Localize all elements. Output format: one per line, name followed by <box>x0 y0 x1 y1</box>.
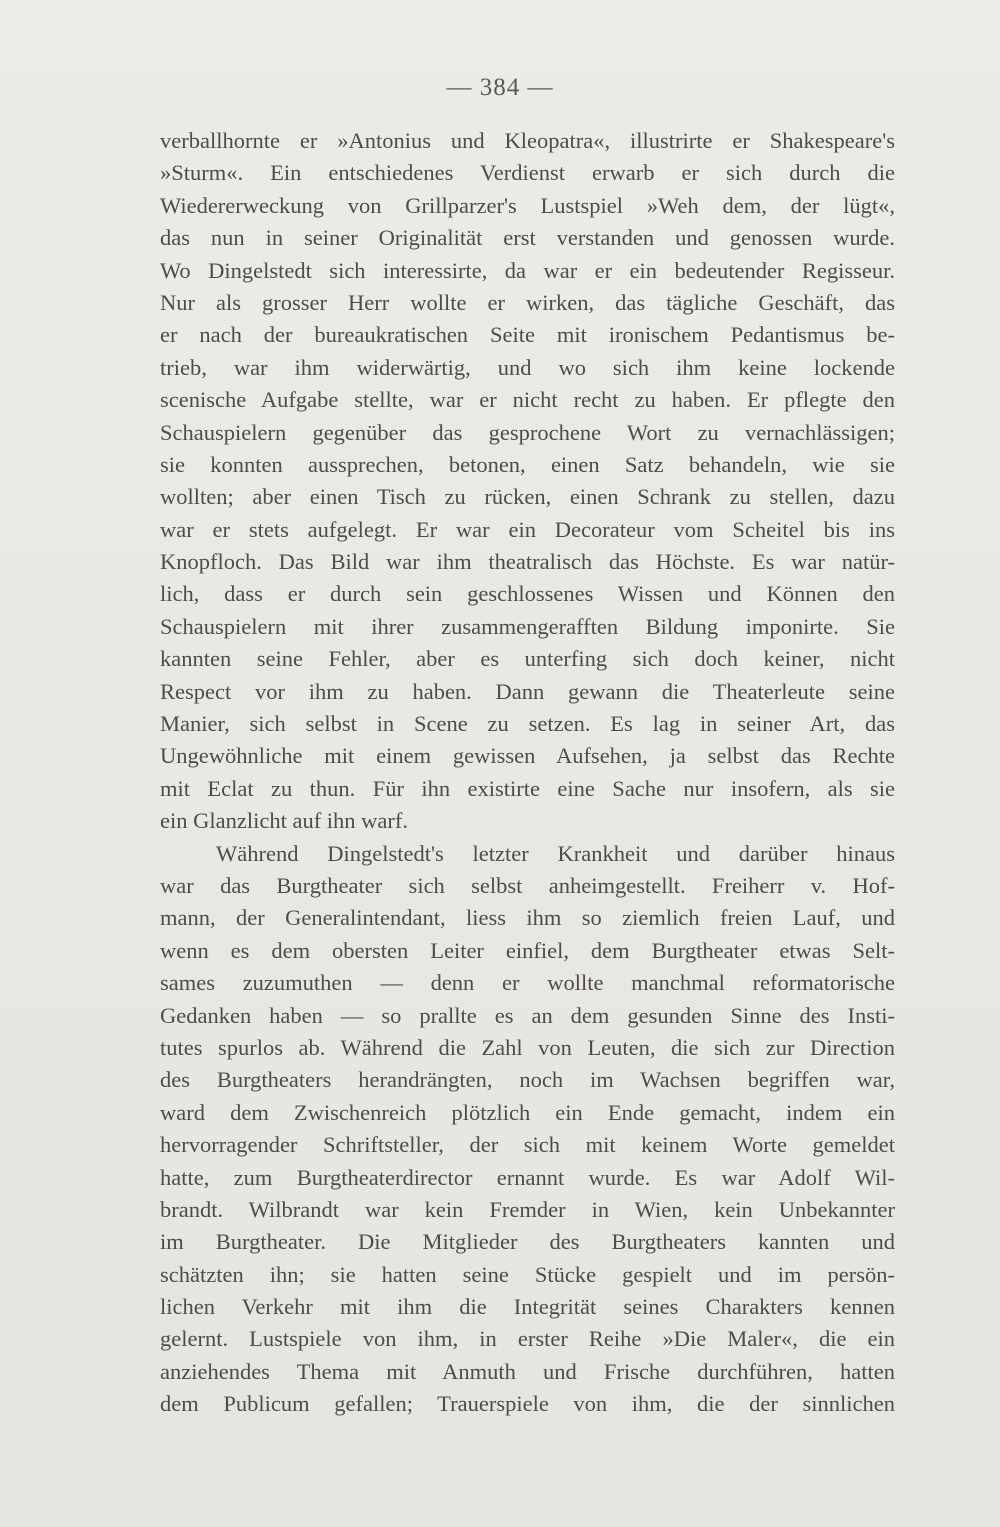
text-line: verballhornte er »Antonius und Kleopatra«, illustrirte er Shakespeare's <box>160 128 895 153</box>
text-line: Knopfloch. Das Bild war ihm theatralisch das Höchste. Es war natür- <box>160 549 895 575</box>
text-line: wenn es dem obersten Leiter einfiel, dem Burgtheater etwas Selt- <box>160 937 895 963</box>
text-line: kannten seine Fehler, aber es unterfing sich doch keiner, nicht <box>160 646 895 672</box>
text-line: er nach der bureaukratischen Seite mit ironischem Pedantismus be- <box>160 322 895 348</box>
text-line: Schauspielern gegenüber das gesprochene Wort zu vernachlässigen; <box>160 419 895 445</box>
text-line: tutes spurlos ab. Während die Zahl von Leuten, die sich zur Direction <box>160 1034 895 1060</box>
text-line: gelernt. Lustspiele von ihm, in erster Reihe »Die Maler«, die ein <box>160 1326 895 1352</box>
text-line: brandt. Wilbrandt war kein Fremder in Wien, kein Unbekannter <box>160 1196 895 1222</box>
text-line: schätzten ihn; sie hatten seine Stücke gespielt und im persön- <box>160 1261 895 1287</box>
text-line: ein Glanzlicht auf ihn warf. <box>160 808 409 834</box>
text-line: Wiedererweckung von Grillparzer's Lustspiel »Weh dem, der lügt«, <box>160 192 895 218</box>
text-line: des Burgtheaters herandrängten, noch im Wachsen begriffen war, <box>160 1067 895 1093</box>
body-text <box>160 125 895 1421</box>
text-line: hatte, zum Burgtheaterdirector ernannt wurde. Es war Adolf Wil- <box>160 1164 895 1190</box>
text-line: Respect vor ihm zu haben. Dann gewann die Theaterleute seine <box>160 678 895 704</box>
text-line: mit Eclat zu thun. Für ihn existirte eine Sache nur insofern, als sie <box>160 775 895 801</box>
text-line: scenische Aufgabe stellte, war er nicht recht zu haben. Er pflegte den <box>160 387 895 413</box>
text-line: ward dem Zwischenreich plötzlich ein Ende gemacht, indem ein <box>160 1099 895 1125</box>
text-line: war er stets aufgelegt. Er war ein Decorateur vom Scheitel bis ins <box>160 516 895 542</box>
text-line: Gedanken haben — so prallte es an dem gesunden Sinne des Insti- <box>160 1002 895 1028</box>
text-line: anziehendes Thema mit Anmuth und Frische durchführen, hatten <box>160 1358 895 1384</box>
text-line: mann, der Generalintendant, liess ihm so ziemlich freien Lauf, und <box>160 905 895 931</box>
text-line: Wo Dingelstedt sich interessirte, da war er ein bedeutender Regisseur. <box>160 257 895 283</box>
text-line: im Burgtheater. Die Mitglieder des Burgtheaters kannten und <box>160 1229 895 1255</box>
text-line: Schauspielern mit ihrer zusammengerafften Bildung imponirte. Sie <box>160 613 895 639</box>
text-line: war das Burgtheater sich selbst anheimgestellt. Freiherr v. Hof- <box>160 872 895 898</box>
text-line: wollten; aber einen Tisch zu rücken, einen Schrank zu stellen, dazu <box>160 484 895 510</box>
text-line: das nun in seiner Originalität erst verstanden und genossen wurde. <box>160 225 895 251</box>
text-line: trieb, war ihm widerwärtig, und wo sich ihm keine lockende <box>160 354 895 380</box>
text-line: »Sturm«. Ein entschiedenes Verdienst erwarb er sich durch die <box>160 160 895 186</box>
text-line: sames zuzumuthen — denn er wollte manchmal reformatorische <box>160 970 895 996</box>
text-line: lichen Verkehr mit ihm die Integrität seines Charakters kennen <box>160 1294 895 1320</box>
text-line: Manier, sich selbst in Scene zu setzen. Es lag in seiner Art, das <box>160 711 895 737</box>
text-line: lich, dass er durch sein geschlossenes Wissen und Können den <box>160 581 895 607</box>
text-line: Nur als grosser Herr wollte er wirken, das tägliche Geschäft, das <box>160 289 895 315</box>
text-line: sie konnten aussprechen, betonen, einen Satz behandeln, wie sie <box>160 451 895 477</box>
text-line: Während Dingelstedt's letzter Krankheit und darüber hinaus <box>216 840 895 866</box>
page-number: — 384 — <box>446 74 554 101</box>
text-line: hervorragender Schriftsteller, der sich mit keinem Worte gemeldet <box>160 1132 895 1158</box>
text-line: Ungewöhnliche mit einem gewissen Aufsehen, ja selbst das Rechte <box>160 743 895 769</box>
text-line: dem Publicum gefallen; Trauerspiele von ihm, die der sinnlichen <box>160 1391 895 1417</box>
